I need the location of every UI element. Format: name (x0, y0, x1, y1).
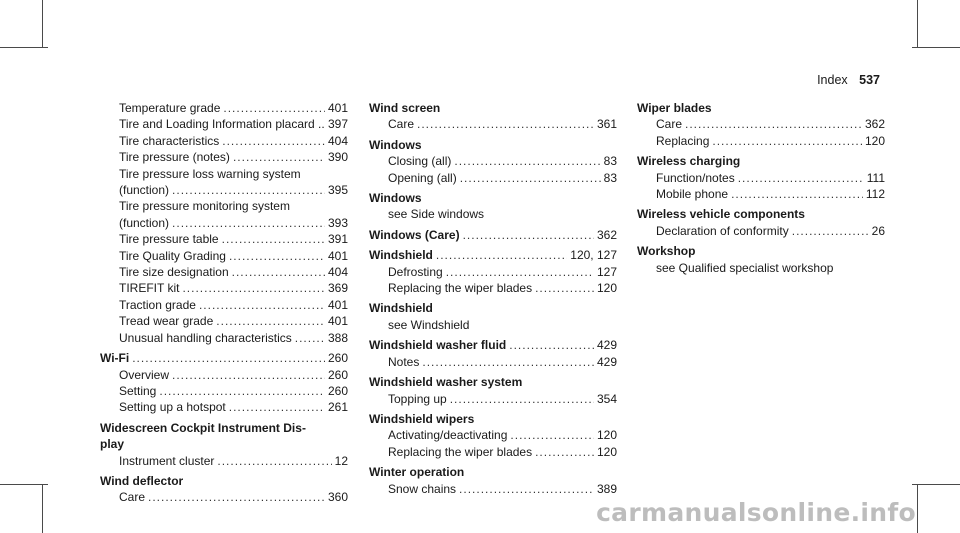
page-reference: 429 (596, 354, 617, 369)
index-subentry (100, 383, 348, 399)
dot-leader (223, 100, 325, 116)
entry-label: Replacing the wiper blades (388, 281, 533, 296)
crop-mark (912, 484, 960, 485)
index-entry (369, 337, 617, 353)
entry-label: Setting up a hotspot (119, 400, 226, 415)
page-reference: 12 (334, 453, 348, 468)
dot-leader (712, 133, 862, 149)
dot-leader (535, 444, 594, 460)
page-reference: 401 (327, 297, 348, 312)
dot-leader (172, 367, 325, 383)
entry-label: Windshield washer fluid (369, 338, 507, 353)
page-reference: 83 (603, 154, 617, 169)
page-reference: 261 (327, 400, 348, 415)
dot-leader (182, 280, 325, 296)
dot-leader (199, 297, 325, 313)
dot-leader (459, 481, 594, 497)
watermark: carmanualsonline.info (596, 498, 916, 527)
entry-label: Wind deflector (100, 473, 184, 488)
entry-label: Tire pressure table (119, 232, 219, 247)
index-subentry (100, 116, 348, 132)
page-reference: 391 (327, 232, 348, 247)
index-subentry (100, 100, 348, 116)
page-reference: 361 (596, 117, 617, 132)
page-reference: 354 (596, 391, 617, 406)
index-subentry (637, 170, 885, 186)
crop-mark (42, 0, 43, 48)
crop-mark (42, 485, 43, 533)
index-entry (369, 411, 617, 427)
entry-label: Setting (119, 383, 157, 398)
index-subentry (100, 133, 348, 149)
entry-label: Topping up (388, 391, 447, 406)
page-reference: 362 (596, 227, 617, 242)
index-entry (637, 243, 885, 259)
dot-leader (535, 280, 594, 296)
dot-leader (159, 383, 325, 399)
page-reference: 83 (603, 170, 617, 185)
dot-leader (148, 489, 325, 505)
index-entry (369, 190, 617, 206)
entry-label: Wi-Fi (100, 351, 130, 366)
entry-label: Windows (Care) (369, 227, 460, 242)
index-subentry (100, 264, 348, 280)
page-reference: 401 (327, 101, 348, 115)
index-entry (637, 206, 885, 222)
page-reference: 260 (327, 367, 348, 382)
page-reference: 401 (327, 314, 348, 329)
page-reference: 362 (864, 117, 885, 132)
entry-label: (function) (119, 215, 170, 230)
page-reference: 429 (596, 338, 617, 353)
page-number: 537 (859, 73, 880, 87)
index-subentry (369, 264, 617, 280)
index-subentry (369, 153, 617, 169)
entry-label: Unusual handling characteristics (119, 330, 292, 345)
index-entry: Widescreen Cockpit Instrument Dis- (100, 420, 306, 435)
index-entry (637, 153, 885, 169)
page-reference: 389 (596, 481, 617, 496)
index-label: Index (817, 73, 848, 87)
index-subentry (100, 149, 348, 165)
dot-leader (436, 247, 567, 263)
index-entry (369, 464, 617, 480)
entry-label: Workshop (637, 244, 696, 259)
index-subentry (369, 354, 617, 370)
entry-label: Winter operation (369, 465, 465, 480)
entry-label: Mobile phone (656, 187, 729, 202)
entry-label: Tire size designation (119, 265, 229, 280)
index-entry (100, 473, 348, 489)
index-subentry: see Windshield (388, 317, 470, 332)
dot-leader (229, 399, 325, 415)
dot-leader (217, 453, 331, 469)
entry-label: Defrosting (388, 264, 443, 279)
page-reference: 397 (327, 117, 348, 132)
dot-leader (172, 215, 325, 231)
entry-label: Activating/deactivating (388, 428, 508, 443)
page-reference: 360 (327, 490, 348, 505)
dot-leader (295, 330, 325, 346)
index-column-2 (369, 100, 617, 497)
dot-leader (738, 170, 864, 186)
page-reference: 404 (327, 265, 348, 280)
index-subentry (369, 391, 617, 407)
entry-label: Overview (119, 367, 170, 382)
index-subentry (100, 280, 348, 296)
dot-leader (685, 116, 862, 132)
page-reference: 395 (327, 183, 348, 198)
entry-label: Wiper blades (637, 101, 712, 115)
dot-leader (509, 337, 594, 353)
page-reference: 111 (866, 170, 885, 185)
index-subentry: Tire pressure loss warning system (119, 166, 301, 181)
crop-mark (917, 485, 918, 533)
index-column-3 (637, 100, 885, 276)
entry-label: Windshield wipers (369, 411, 475, 426)
crop-mark (0, 484, 48, 485)
index-entry (369, 300, 617, 316)
page-reference: 260 (327, 351, 348, 366)
index-subentry (637, 133, 885, 149)
entry-label: Opening (all) (388, 170, 457, 185)
dot-leader (233, 149, 325, 165)
crop-mark (917, 0, 918, 48)
page-reference: 26 (871, 223, 885, 238)
page-reference: 127 (596, 264, 617, 279)
page-reference: 401 (327, 248, 348, 263)
index-entry (369, 227, 617, 243)
index-entry (369, 137, 617, 153)
crop-mark (912, 47, 960, 48)
entry-label: Wireless vehicle components (637, 207, 805, 222)
entry-label: Tread wear grade (119, 314, 214, 329)
dot-leader (454, 153, 600, 169)
entry-label: TIREFIT kit (119, 281, 180, 296)
entry-label: Tire characteristics (119, 133, 220, 148)
dot-leader (792, 223, 869, 239)
entry-label: Windshield washer system (369, 375, 523, 390)
entry-label: Windows (369, 137, 422, 152)
page-reference: 260 (327, 383, 348, 398)
index-entry (369, 374, 617, 390)
index-subentry (369, 116, 617, 132)
crop-mark (0, 47, 48, 48)
index-subentry (369, 444, 617, 460)
index-entry (369, 247, 617, 263)
entry-label: Traction grade (119, 297, 196, 312)
index-subentry (100, 367, 348, 383)
entry-label: Care (388, 117, 415, 132)
index-subentry (100, 215, 348, 231)
entry-label: Temperature grade (119, 101, 221, 115)
entry-label: Tire Quality Grading (119, 248, 226, 263)
index-subentry (369, 481, 617, 497)
entry-label: Function/notes (656, 170, 735, 185)
index-subentry (100, 330, 348, 346)
dot-leader (422, 354, 594, 370)
entry-label: Notes (388, 354, 420, 369)
page-reference: 393 (327, 215, 348, 230)
index-subentry (100, 489, 348, 505)
index-subentry (100, 453, 348, 469)
index-entry (637, 100, 885, 116)
entry-label: Replacing the wiper blades (388, 444, 533, 459)
dot-leader (463, 227, 594, 243)
dot-leader (417, 116, 594, 132)
dot-leader (172, 182, 325, 198)
dot-leader (222, 133, 325, 149)
index-subentry: see Qualified specialist workshop (656, 260, 834, 275)
entry-label: Snow chains (388, 481, 457, 496)
index-subentry (100, 313, 348, 329)
entry-label: Windshield (369, 301, 433, 316)
index-column-1 (100, 100, 348, 506)
dot-leader (232, 264, 325, 280)
index-subentry (369, 280, 617, 296)
index-subentry (369, 170, 617, 186)
index-subentry (100, 182, 348, 198)
page-reference: 120 (596, 281, 617, 296)
dot-leader (222, 231, 325, 247)
dot-leader (446, 264, 594, 280)
page-reference: 390 (327, 150, 348, 165)
index-subentry (100, 231, 348, 247)
entry-label: Windows (369, 191, 422, 206)
entry-label: Tire pressure (notes) (119, 150, 230, 165)
index-subentry: Tire pressure monitoring system (119, 199, 290, 214)
index-entry: play (100, 437, 125, 452)
entry-label: Windshield (369, 248, 433, 263)
entry-label: Replacing (656, 133, 710, 148)
index-subentry: see Side windows (388, 207, 485, 222)
page-reference: 388 (327, 330, 348, 345)
dot-leader (229, 248, 325, 264)
dot-leader (731, 186, 863, 202)
entry-label: Instrument cluster (119, 453, 215, 468)
index-subentry (100, 399, 348, 415)
page-reference: 369 (327, 281, 348, 296)
page-reference: 404 (327, 133, 348, 148)
dot-leader (450, 391, 594, 407)
page-reference: 120 (596, 444, 617, 459)
page-reference: 120 (596, 428, 617, 443)
entry-label: Wireless charging (637, 154, 741, 169)
dot-leader (460, 170, 601, 186)
page-header (817, 73, 880, 87)
index-entry (369, 100, 617, 116)
entry-label: Tire and Loading Information placard .. (119, 117, 325, 132)
entry-label: Care (119, 490, 146, 505)
index-subentry (637, 223, 885, 239)
dot-leader (132, 350, 325, 366)
dot-leader (216, 313, 325, 329)
entry-label: Care (656, 117, 683, 132)
index-entry (100, 350, 348, 366)
entry-label: Declaration of conformity (656, 223, 789, 238)
index-subentry (100, 297, 348, 313)
dot-leader (510, 427, 594, 443)
entry-label: Closing (all) (388, 154, 452, 169)
index-subentry (637, 116, 885, 132)
index-subentry (637, 186, 885, 202)
page-reference: 120, 127 (570, 248, 617, 263)
index-subentry (100, 248, 348, 264)
index-subentry (369, 427, 617, 443)
entry-label: (function) (119, 183, 170, 198)
page-reference: 120 (864, 133, 885, 148)
entry-label: Wind screen (369, 101, 441, 115)
page-reference: 112 (865, 187, 885, 202)
